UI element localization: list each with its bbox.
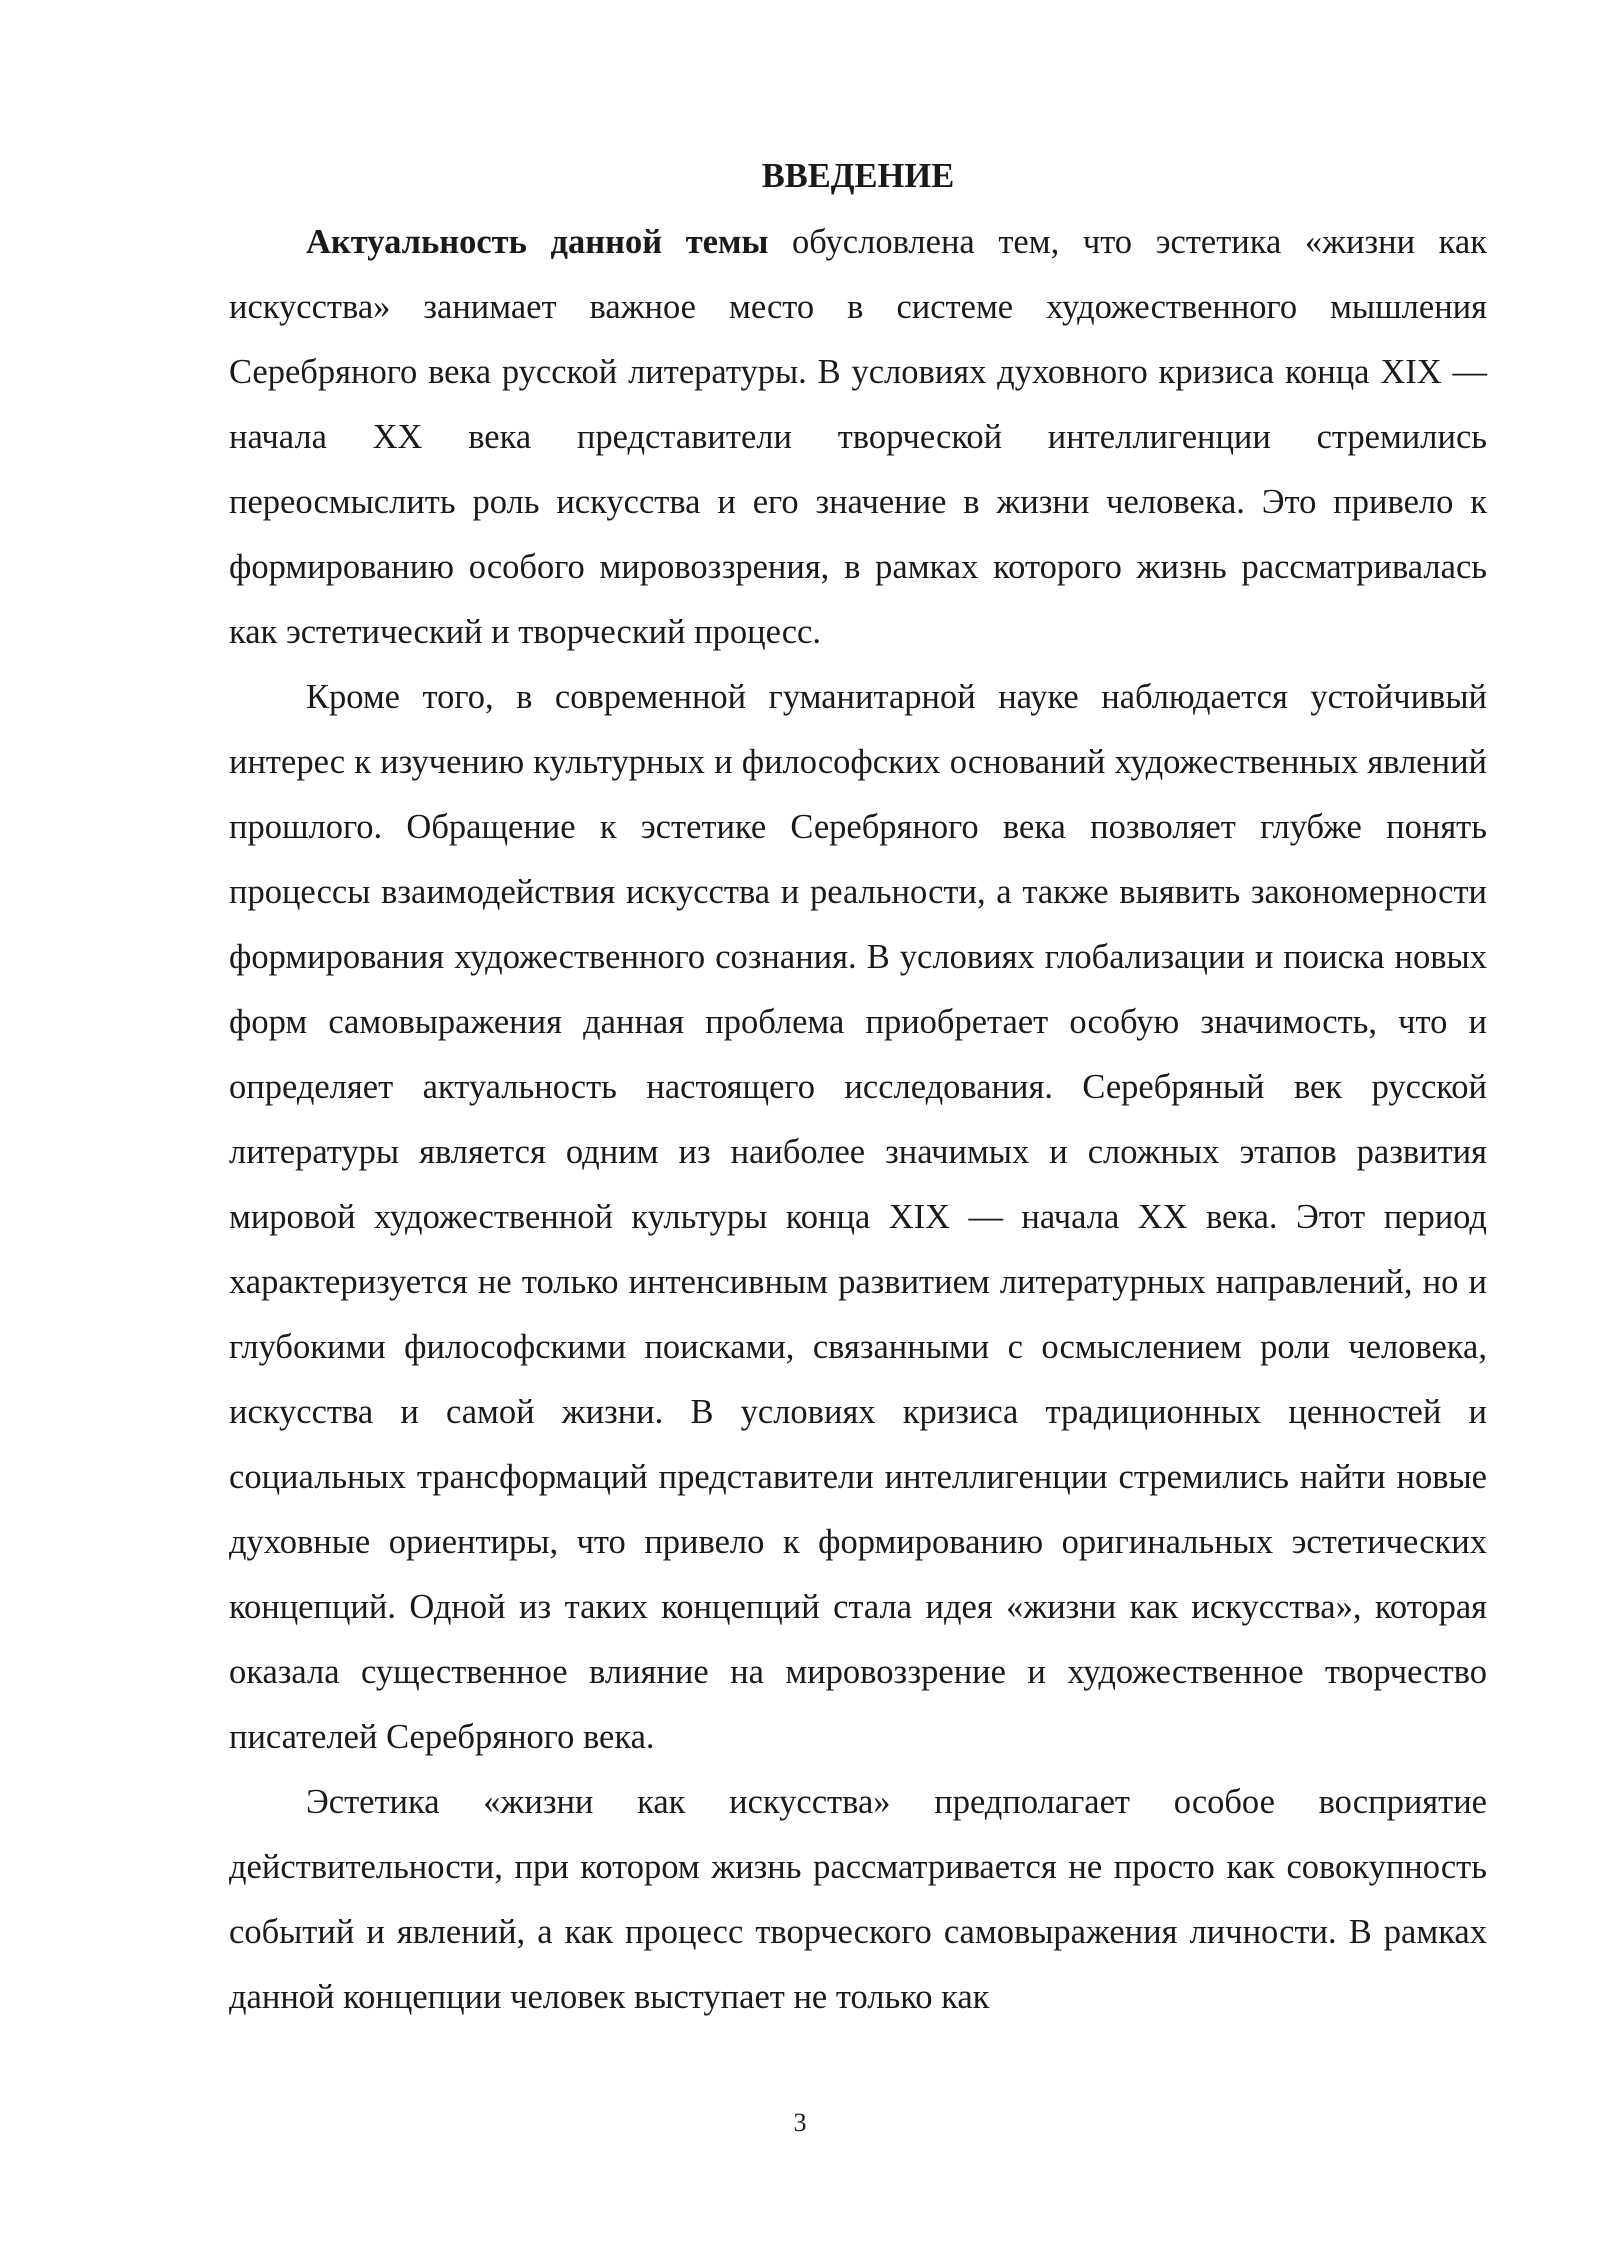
paragraph-aesthetics: Эстетика «жизни как искусства» предполагает особое восприятие действительности, при котором жизнь рассматривается не просто как совокупность событий и явлений, а как процесс творческого самовыражения личности. В рамках данной концепции человек выступает не только как [229, 1783, 1487, 2016]
paragraph-text: обусловлена тем, что эстетика «жизни как искусства» занимает важное место в системе художественного мышления Серебряного века русской литературы. В условиях духовного кризиса конца XIX — начала XX века представители творческой интеллигенции стремились переосмыслить роль искусства и его значение в жизни человека. Это привело к формированию особого мировоззрения, в рамках которого жизнь рассматривалась как эстетический и творческий процесс. [229, 223, 1487, 651]
page-content [229, 150, 1487, 2030]
paragraph-context: Кроме того, в современной гуманитарной науке наблюдается устойчивый интерес к изучению культурных и философских оснований художественных явлений прошлого. Обращение к эстетике Серебряного века позволяет глубже понять процессы взаимодействия искусства и реальности, а также выявить закономерности формирования художественного сознания. В условиях глобализации и поиска новых форм самовыражения данная проблема приобретает особую значимость, что и определяет актуальность настоящего исследования. Серебряный век русской литературы является одним из наиболее значимых и сложных этапов развития мировой художественной культуры конца XIX — начала XX века. Этот период характеризуется не только интенсивным развитием литературных направлений, но и глубокими философскими поисками, связанными с осмыслением роли человека, искусства и самой жизни. В условиях кризиса традиционных ценностей и социальных трансформаций представители интеллигенции стремились найти новые духовные ориентиры, что привело к формированию оригинальных эстетических концепций. Одной из таких концепций стала идея «жизни как искусства», которая оказала существенное влияние на мировоззрение и художественное творчество писателей Серебряного века. [229, 678, 1487, 1756]
page-number: 3 [793, 2108, 807, 2137]
paragraph-lead-bold: Актуальность данной темы [306, 223, 769, 261]
paragraph-relevance [229, 210, 1487, 665]
section-heading: ВВЕДЕНИЕ [761, 157, 955, 195]
